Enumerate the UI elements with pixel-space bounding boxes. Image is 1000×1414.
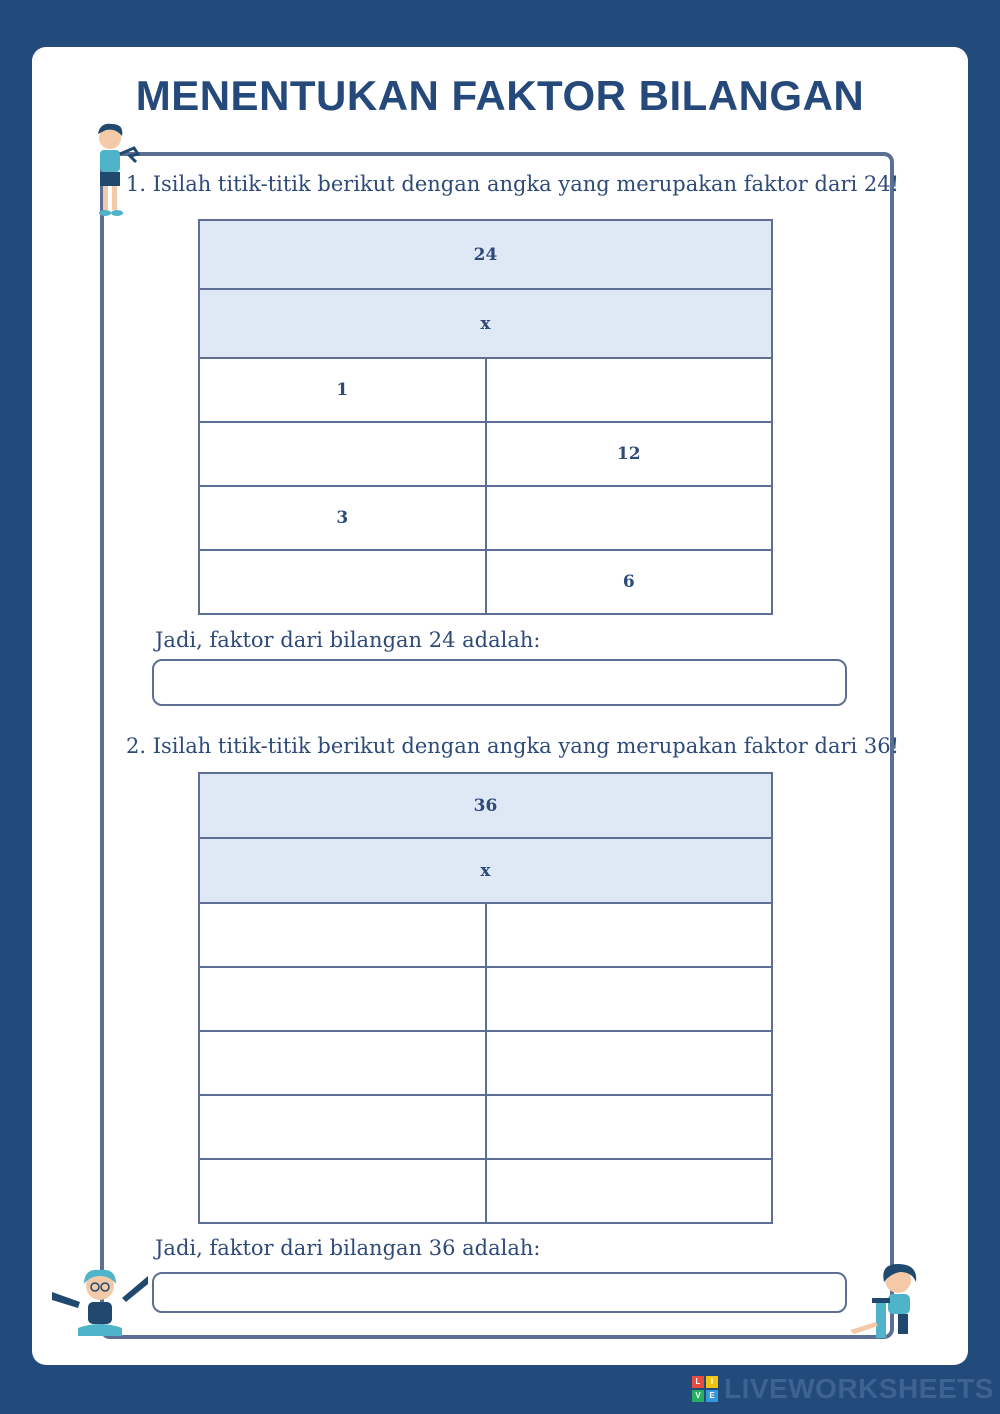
table-header-number: 24 <box>199 220 772 289</box>
factor-cell: 6 <box>486 550 773 614</box>
page-title: MENENTUKAN FAKTOR BILANGAN <box>135 72 865 119</box>
factor-cell: 12 <box>486 422 773 486</box>
question-2-text: 2. Isilah titik-titik berikut dengan angka yang merupakan faktor dari 36! <box>126 734 900 758</box>
table-operator: x <box>199 838 772 903</box>
factor-input-cell[interactable] <box>199 967 486 1031</box>
factor-input-cell[interactable] <box>486 358 773 422</box>
answer-input-1[interactable] <box>152 659 847 706</box>
factor-cell: 1 <box>199 358 486 422</box>
factor-input-cell[interactable] <box>199 422 486 486</box>
answer-input-2[interactable] <box>152 1272 847 1313</box>
brand-text: LIVEWORKSHEETS <box>724 1373 994 1404</box>
table-header-number: 36 <box>199 773 772 838</box>
liveworksheets-branding <box>692 1374 994 1404</box>
factor-input-cell[interactable] <box>199 903 486 967</box>
answer-label-2: Jadi, faktor dari bilangan 36 adalah: <box>155 1236 541 1260</box>
factor-input-cell[interactable] <box>486 1095 773 1159</box>
factor-input-cell[interactable] <box>199 550 486 614</box>
factor-input-cell[interactable] <box>486 486 773 550</box>
factor-cell: 3 <box>199 486 486 550</box>
factor-table-24 <box>198 219 773 615</box>
question-1-text: 1. Isilah titik-titik berikut dengan angka yang merupakan faktor dari 24! <box>126 172 900 196</box>
factor-input-cell[interactable] <box>199 1031 486 1095</box>
factor-input-cell[interactable] <box>486 967 773 1031</box>
liveworksheets-logo-icon <box>692 1376 718 1402</box>
table-operator: x <box>199 289 772 358</box>
factor-input-cell[interactable] <box>486 903 773 967</box>
factor-input-cell[interactable] <box>199 1159 486 1223</box>
factor-input-cell[interactable] <box>486 1159 773 1223</box>
girl-sitting-illustration <box>846 1260 930 1342</box>
logo-letter: L <box>692 1376 704 1388</box>
logo-letter: E <box>706 1390 718 1402</box>
factor-table-36 <box>198 772 773 1224</box>
boy-with-ruler-illustration <box>50 1262 150 1344</box>
answer-label-1: Jadi, faktor dari bilangan 24 adalah: <box>155 628 541 652</box>
logo-letter: I <box>706 1376 718 1388</box>
boy-character-illustration <box>84 118 144 222</box>
logo-letter: V <box>692 1390 704 1402</box>
factor-input-cell[interactable] <box>199 1095 486 1159</box>
factor-input-cell[interactable] <box>486 1031 773 1095</box>
